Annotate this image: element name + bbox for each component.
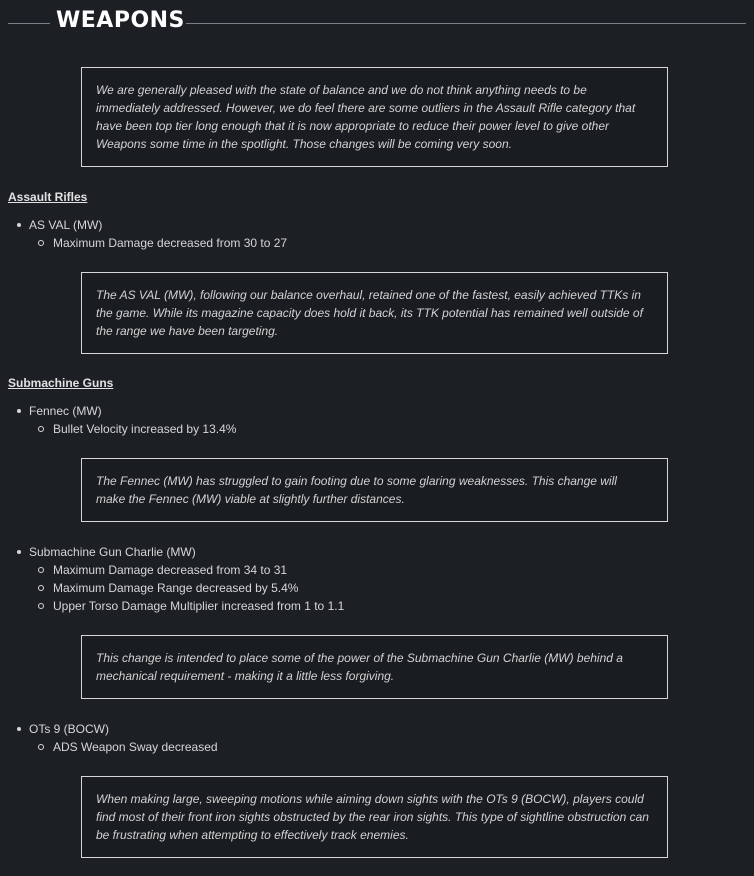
weapon-name: OTs 9 (BOCW) (29, 722, 109, 736)
section-title-submachine-guns: Submachine Guns (8, 376, 114, 390)
change-item (38, 740, 218, 754)
header-rule-right (186, 23, 746, 24)
section-title-assault-rifles: Assault Rifles (8, 190, 88, 204)
bullet-circle-icon (38, 603, 44, 609)
weapon-name: AS VAL (MW) (29, 218, 103, 232)
change-text: ADS Weapon Sway decreased (53, 740, 218, 754)
change-item (38, 422, 236, 436)
weapon-item-ots9 (17, 722, 109, 736)
section-header (0, 0, 754, 46)
as-val-note-box: The AS VAL (MW), following our balance overhaul, retained one of the fastest, easily achieved TTKs in the game. While its magazine capacity does hold it back, its TTK potential has remained well outside of the range we have been targeting. (81, 272, 668, 354)
fennec-note-box: The Fennec (MW) has struggled to gain footing due to some glaring weaknesses. This change will make the Fennec (MW) viable at slightly further distances. (81, 458, 668, 522)
intro-note-box: We are generally pleased with the state of balance and we do not think anything needs to be immediately addressed. However, we do feel there are some outliers in the Assault Rifle category that have been top tier long enough that it is now appropriate to reduce their power level to give other Weapons some time in the spotlight. Those changes will be coming very soon. (81, 67, 668, 167)
change-item (38, 563, 287, 577)
bullet-circle-icon (38, 585, 44, 591)
change-text: Upper Torso Damage Multiplier increased from 1 to 1.1 (53, 599, 345, 613)
change-item (38, 599, 344, 613)
change-item (38, 236, 287, 250)
change-text: Bullet Velocity increased by 13.4% (53, 422, 237, 436)
change-text: Maximum Damage decreased from 34 to 31 (53, 563, 288, 577)
bullet-circle-icon (38, 426, 44, 432)
bullet-circle-icon (38, 744, 44, 750)
weapon-item-as-val (17, 218, 102, 232)
bullet-dot-icon (17, 550, 21, 554)
change-item (38, 581, 298, 595)
bullet-circle-icon (38, 567, 44, 573)
change-text: Maximum Damage Range decreased by 5.4% (53, 581, 299, 595)
weapon-item-smg-charlie (17, 545, 196, 559)
weapon-name: Fennec (MW) (29, 404, 102, 418)
bullet-dot-icon (17, 223, 21, 227)
smg-charlie-note-box: This change is intended to place some of the power of the Submachine Gun Charlie (MW) behind a mechanical requirement - making it a little less forgiving. (81, 635, 668, 699)
header-rule-left (8, 23, 50, 24)
page-title: WEAPONS (56, 8, 185, 33)
weapon-item-fennec (17, 404, 102, 418)
change-text: Maximum Damage decreased from 30 to 27 (53, 236, 288, 250)
bullet-dot-icon (17, 409, 21, 413)
ots9-note-box: When making large, sweeping motions while aiming down sights with the OTs 9 (BOCW), players could find most of their front iron sights obstructed by the rear iron sights. This type of sightline obstruction can be frustrating when attempting to effectively track enemies. (81, 776, 668, 858)
bullet-circle-icon (38, 240, 44, 246)
bullet-dot-icon (17, 727, 21, 731)
weapon-name: Submachine Gun Charlie (MW) (29, 545, 196, 559)
